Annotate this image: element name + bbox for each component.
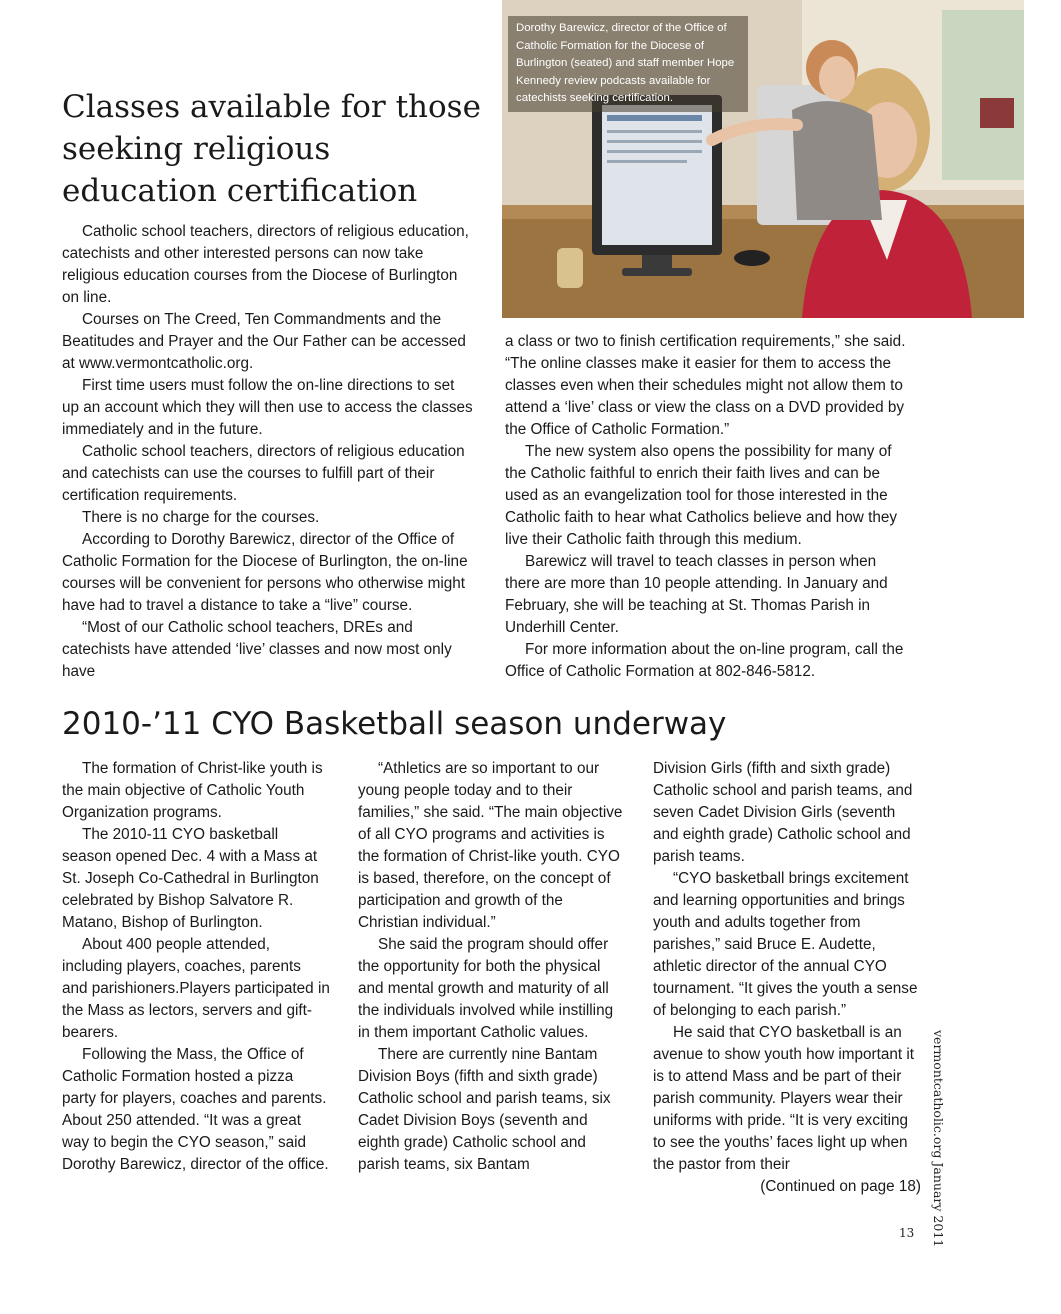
- article1-paragraph: According to Dorothy Barewicz, director of the Office of Catholic Formation for the Diocese of Burlington, the on-line courses will be convenient for persons who otherwise might have had to travel a distance to take a “live” course.: [62, 531, 468, 614]
- article1-column-2: [505, 331, 915, 683]
- article1-paragraph: Courses on The Creed, Ten Commandments and the Beatitudes and Prayer and the Our Father can be accessed at www.vermontcatholic.org.: [62, 311, 466, 372]
- article2-paragraph: The 2010-11 CYO basketball season opened Dec. 4 with a Mass at St. Joseph Co-Cathedral in Burlington celebrated by Bishop Salvatore R. Matano, Bishop of Burlington.: [62, 826, 319, 931]
- article2-headline: 2010-’11 CYO Basketball season underway: [62, 706, 727, 742]
- photo-credit: (Photo by Pat Gore): [1043, 176, 1055, 274]
- page-sidebar-text: vermontcatholic.org January 2011: [931, 1030, 946, 1248]
- article1-paragraph: a class or two to finish certification requirements,” she said. “The online classes make it easier for them to access the classes even when their schedules might not allow them to attend a ‘live’ class or view the class on a DVD provided by the Office of Catholic Formation.”: [505, 333, 906, 438]
- article1-column-1: [62, 221, 474, 683]
- article1-paragraph: Catholic school teachers, directors of religious education, catechists and other interested persons can now take religious education courses from the Diocese of Burlington on line.: [62, 223, 469, 306]
- article2-paragraph: About 400 people attended, including players, coaches, parents and parishioners.Players participated in the Mass as lectors, servers and gift-bearers.: [62, 936, 330, 1041]
- article2-column-3: [653, 758, 921, 1198]
- article2-paragraph: There are currently nine Bantam Division Boys (fifth and sixth grade) Catholic school and parish teams, six Cadet Division Boys (seventh and eighth grade) Catholic school and parish teams, six Bantam: [358, 1046, 611, 1173]
- article1-paragraph: There is no charge for the courses.: [82, 509, 320, 526]
- continued-link: (Continued on page 18): [760, 1178, 921, 1195]
- article2-paragraph: The formation of Christ-like youth is the main objective of Catholic Youth Organization programs.: [62, 760, 323, 821]
- article2-column-1: [62, 758, 330, 1176]
- article1-paragraph: “Most of our Catholic school teachers, DREs and catechists have attended ‘live’ classes and now most only have: [62, 619, 452, 680]
- article1-paragraph: For more information about the on-line program, call the Office of Catholic Formation at 802-846-5812.: [505, 641, 904, 680]
- article2-paragraph: Following the Mass, the Office of Catholic Formation hosted a pizza party for players, coaches and parents. About 250 attended. “It was a great way to begin the CYO season,” said Dorothy Barewicz, director of the office.: [62, 1046, 329, 1173]
- article1-paragraph: The new system also opens the possibility for many of the Catholic faithful to enrich their faith lives and can be used as an evangelization tool for those interested in the Catholic faith to hear what Catholics believe and how they live their Catholic faith through this medium.: [505, 443, 897, 548]
- article2-paragraph: He said that CYO basketball is an avenue to show youth how important it is to attend Mass and be part of their parish community. Players wear their uniforms with pride. “It is very exciting to see the youths’ faces light up when the pastor from their: [653, 1024, 915, 1173]
- article1-paragraph: Catholic school teachers, directors of religious education and catechists can use the courses to fulfill part of their certification requirements.: [62, 443, 465, 504]
- article2-column-2: [358, 758, 626, 1176]
- article2-paragraph: “Athletics are so important to our young people today and to their families,” she said. “The main objective of all CYO programs and activities is the formation of Christ-like youth. CYO is based, therefore, on the concept of participation and growth of the Christian individual.”: [358, 760, 623, 931]
- photo-caption: Dorothy Barewicz, director of the Office of Catholic Formation for the Diocese of Burlington (seated) and staff member Hope Kennedy review podcasts available for catechists seeking certification.: [508, 16, 748, 112]
- article2-paragraph: “CYO basketball brings excitement and learning opportunities and brings youth and adults together from parishes,” said Bruce E. Audette, athletic director of the annual CYO tournament. “It gives the youth a sense of belonging to each parish.”: [653, 870, 918, 1019]
- article2-paragraph: She said the program should offer the opportunity for both the physical and mental growth and maturity of all the individuals involved while instilling in them important Catholic values.: [358, 936, 614, 1041]
- article1-paragraph: Barewicz will travel to teach classes in person when there are more than 10 people attending. In January and February, she will be teaching at St. Thomas Parish in Underhill Center.: [505, 553, 888, 636]
- article2-paragraph: Division Girls (fifth and sixth grade) Catholic school and parish teams, and seven Cadet Division Girls (seventh and eighth grade) Catholic school and parish teams.: [653, 760, 913, 865]
- article1-paragraph: First time users must follow the on-line directions to set up an account which they will then use to access the classes immediately and in the future.: [62, 377, 473, 438]
- page-number: 13: [899, 1226, 915, 1240]
- article1-headline: Classes available for those seeking religious education certification: [62, 89, 481, 209]
